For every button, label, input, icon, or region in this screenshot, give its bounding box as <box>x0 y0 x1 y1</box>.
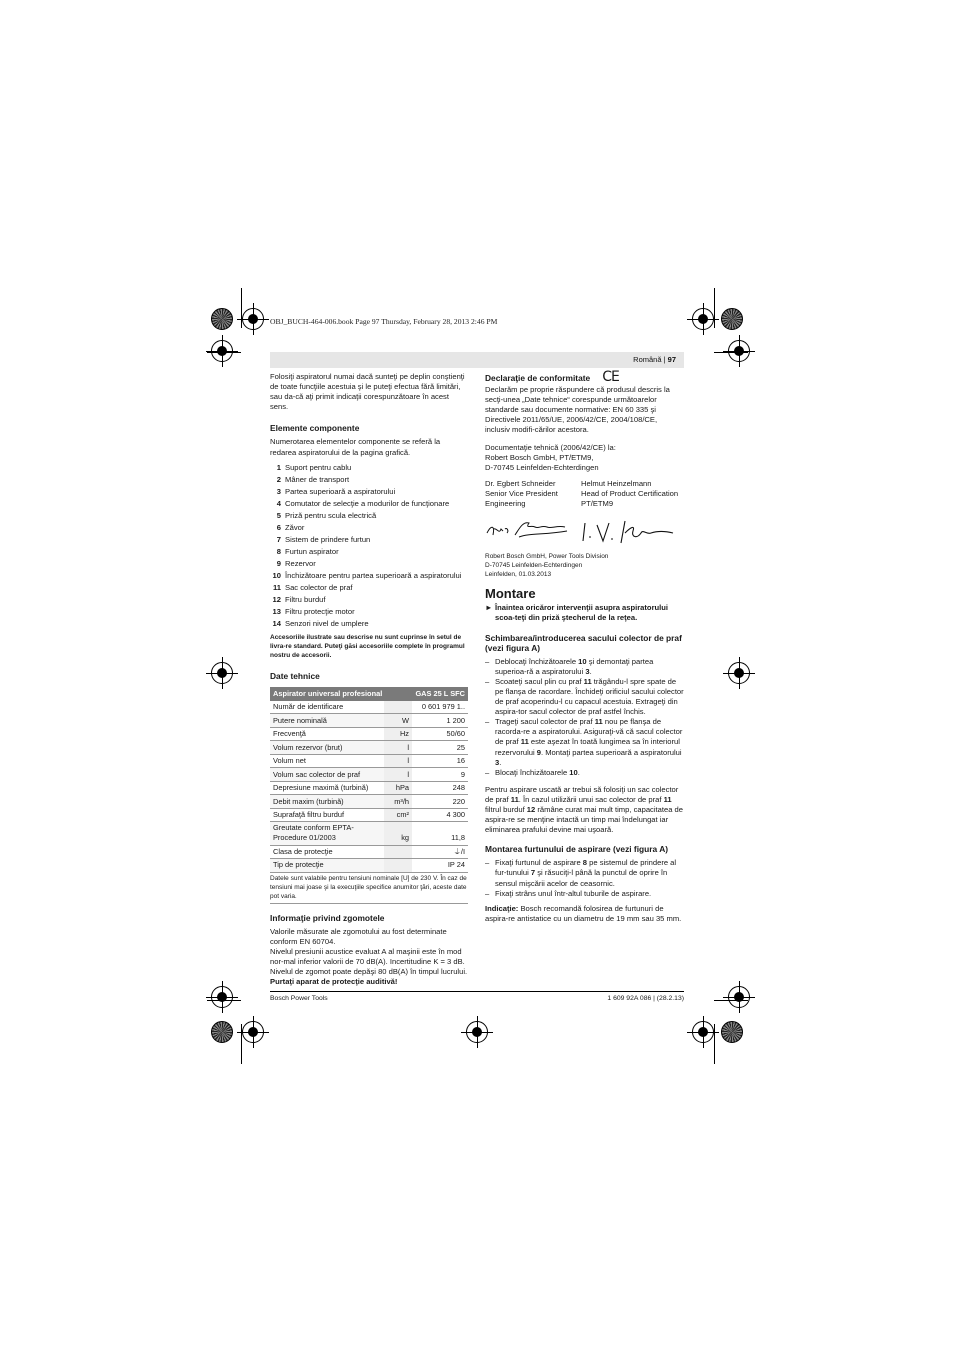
footer-left: Bosch Power Tools <box>270 995 328 1002</box>
table-cell: Putere nominală <box>270 714 384 728</box>
signatures-image <box>485 515 684 547</box>
components-intro: Numerotarea elementelor componente se referă la redarea aspiratorului de la pagina grafică. <box>270 437 441 457</box>
spec-head-left: Aspirator universal profesional <box>270 687 412 701</box>
table-cell: Hz <box>384 727 412 741</box>
triangle-right-icon: ► <box>485 603 493 613</box>
table-cell: 0 601 979 1.. <box>412 701 468 714</box>
item-number: 10 <box>272 570 281 580</box>
text-line: Senior Vice President <box>485 488 558 498</box>
header-language: Română <box>633 355 662 364</box>
item-number: 7 <box>276 534 281 544</box>
print-slug: OBJ_BUCH-464-006.book Page 97 Thursday, February 28, 2013 2:46 PM <box>270 317 498 326</box>
list-item <box>270 546 468 558</box>
declaration-text: Declarăm pe proprie răspundere că produsul descris la secţi-unea „Date tehnice“ corespunde următoarelor standarde sau documente normative: EN 60 335 şi Directivele 2011/65/UE, 2006/42/CE, 2004/108/CE, inclusiv modifi-cărilor acestora. <box>485 385 670 435</box>
bag-paragraph: Pentru aspirare uscată ar trebui să folosiţi un sac colector de praf 11. În cazul utilizării unui sac colector de praf 11 filtrul burduf 12 rămâne curat mai mult timp, capacitatea de aspira-re se menţine intactă un timp mai îndelungat iar eliminarea prafului devine mai uşoară. <box>485 784 683 835</box>
table-cell: 9 <box>412 768 468 782</box>
list-item <box>485 858 684 888</box>
list-item <box>485 768 684 778</box>
item-label: Rezervor <box>285 558 316 568</box>
registration-mark-icon <box>692 308 714 330</box>
table-row <box>270 701 468 714</box>
table-cell: Volum rezervor (brut) <box>270 741 384 755</box>
registration-mark-icon <box>728 340 750 362</box>
list-item <box>270 498 468 510</box>
table-row <box>270 859 468 873</box>
item-label: Comutator de selecţie a modurilor de funcţionare <box>285 498 450 508</box>
step-text: Trageţi sacul colector de praf 11 nou pe flanşa de racorda-re a aspiratorului. Asiguraţi-vă că sacul colector de praf 11 este aşezat în toată lungimea sa în interiorul rezervorului 9. Montaţi partea superioară a aspiratorului 3. <box>495 717 683 767</box>
dash-marker: – <box>485 676 490 686</box>
spec-table <box>270 687 468 873</box>
table-cell: Volum net <box>270 754 384 768</box>
montare-heading: Montare <box>485 586 536 602</box>
step-text: Blocaţi închizătoarele 10. <box>495 767 580 777</box>
page-number: 97 <box>667 355 676 364</box>
ce-mark-icon: CE <box>602 369 619 385</box>
text-line: Dr. Egbert Schneider <box>485 478 556 488</box>
text-line: Engineering <box>485 499 526 509</box>
intro-text: Folosiţi aspiratorul numai dacă sunteţi pe deplin conştienţi de toate funcţiile acestuia şi le puteţi efectua fără limitări, sau da-că aţi primit indicaţii corespunzătoare în acest sens. <box>270 372 465 412</box>
text-line: Helmut Heinzelmann <box>581 478 652 488</box>
step-text: Fixaţi strâns unul într-altul tuburile de aspirare. <box>495 888 652 898</box>
company-block <box>485 552 684 579</box>
list-item <box>270 582 468 594</box>
noise-warning: Purtaţi aparat de protecţie auditivă! <box>270 977 398 987</box>
text-line: PT/ETM9 <box>581 499 614 509</box>
table-row <box>270 754 468 768</box>
registration-mark-icon <box>211 340 233 362</box>
list-item <box>485 717 684 767</box>
table-cell: W <box>384 714 412 728</box>
registration-star-icon <box>211 308 233 330</box>
item-number: 13 <box>272 606 281 616</box>
page-header <box>270 352 684 368</box>
declaration-heading <box>485 369 684 385</box>
table-cell: 50/60 <box>412 727 468 741</box>
dash-marker: – <box>485 858 490 868</box>
noise-p1: Valorile măsurate ale zgomotului au fost determinate conform EN 60704. <box>270 926 447 946</box>
item-number: 11 <box>272 582 281 592</box>
table-cell: 248 <box>412 781 468 795</box>
step-text: Fixaţi furtunul de aspirare 8 pe sistemul de prindere al fur-tunului 7 şi răsuciţi-l până la punctul de oprire în sensul mişcării acelor de ceasornic. <box>495 858 677 888</box>
table-cell: Clasa de protecţie <box>270 845 384 859</box>
list-item <box>270 474 468 486</box>
tech-doc-line-1: Documentaţie tehnică (2006/42/CE) la: <box>485 442 616 452</box>
spec-note: Datele sunt valabile pentru tensiuni nominale [U] de 230 V. În caz de tensiuni mai joase şi la execuţiile specifice anumitor ţări, aceste date pot varia. <box>270 874 468 904</box>
table-cell <box>384 845 412 859</box>
accessories-note: Accesoriile ilustrate sau descrise nu sunt cuprinse în setul de livra-re standard. Puteţi găsi accesoriile complete în programul nostru de accesorii. <box>270 633 465 659</box>
declaration-title: Declaraţie de conformitate <box>485 373 591 383</box>
registration-star-icon <box>211 1021 233 1043</box>
item-label: Furtun aspirator <box>285 546 339 556</box>
item-label: Partea superioară a aspiratorului <box>285 486 396 496</box>
dash-marker: – <box>485 717 490 727</box>
table-row <box>270 714 468 728</box>
table-row <box>270 822 468 845</box>
list-item <box>485 889 684 899</box>
registration-mark-icon <box>242 1021 264 1043</box>
bag-steps <box>485 657 684 778</box>
registration-mark-icon <box>466 1021 488 1043</box>
item-number: 9 <box>276 558 281 568</box>
dash-marker: – <box>485 888 490 898</box>
table-cell: Debit maxim (turbină) <box>270 795 384 809</box>
table-row <box>270 795 468 809</box>
table-row <box>270 781 468 795</box>
item-label: Senzori nivel de umplere <box>285 618 369 628</box>
registration-star-icon <box>721 308 743 330</box>
list-item <box>270 570 468 582</box>
item-number: 6 <box>276 522 281 532</box>
crop-mark <box>714 288 715 328</box>
step-text: Scoateţi sacul plin cu praf 11 trăgându-l spre spate de pe flanşa de racordare. Închideţi orificiul sacului colector de praf acoperindu-l cu capacul acestuia. Extrageţi din aspira-tor sacul colector de praf astfel închis. <box>495 676 684 717</box>
tech-heading: Date tehnice <box>270 670 320 681</box>
hose-heading: Montarea furtunului de aspirare (vezi figura A) <box>485 844 669 855</box>
list-item <box>270 486 468 498</box>
table-cell: 11,8 <box>412 822 468 845</box>
table-cell <box>384 701 412 714</box>
item-label: Filtru burduf <box>285 594 326 604</box>
item-number: 1 <box>276 462 281 472</box>
list-item <box>485 657 684 677</box>
list-item <box>270 594 468 606</box>
item-label: Priză pentru scula electrică <box>285 510 377 520</box>
table-cell: hPa <box>384 781 412 795</box>
right-column <box>485 369 684 924</box>
tech-doc-line-3: D-70745 Leinfelden-Echterdingen <box>485 462 599 472</box>
table-cell: Volum sac colector de praf <box>270 768 384 782</box>
table-cell: kg <box>384 822 412 845</box>
text-line: Robert Bosch GmbH, Power Tools Division <box>485 553 609 561</box>
hint <box>485 904 684 924</box>
spec-head-right: GAS 25 L SFC <box>412 687 468 701</box>
registration-mark-icon <box>692 1021 714 1043</box>
registration-mark-icon <box>728 986 750 1008</box>
list-item <box>270 558 468 570</box>
bag-heading: Schimbarea/introducerea sacului colector de praf (vezi figura A) <box>485 632 682 653</box>
table-cell: Depresiune maximă (turbină) <box>270 781 384 795</box>
table-cell: 16 <box>412 754 468 768</box>
list-item <box>270 618 468 630</box>
footer-right: 1 609 92A 086 | (28.2.13) <box>607 995 684 1002</box>
components-heading: Elemente componente <box>270 423 360 434</box>
list-item <box>485 677 684 717</box>
table-cell: 220 <box>412 795 468 809</box>
registration-star-icon <box>721 1021 743 1043</box>
item-label: Suport pentru cablu <box>285 462 352 472</box>
item-label: Închizătoare pentru partea superioară a aspiratorului <box>285 570 462 580</box>
components-list <box>270 462 468 630</box>
table-cell: l <box>384 754 412 768</box>
table-row <box>270 808 468 822</box>
crop-mark <box>714 1024 715 1064</box>
registration-mark-icon <box>242 308 264 330</box>
hint-label: Indicaţie: <box>485 903 519 913</box>
item-number: 8 <box>276 546 281 556</box>
table-cell: 25 <box>412 741 468 755</box>
noise-heading: Informaţie privind zgomotele <box>270 912 385 923</box>
table-cell: Greutate conform EPTA-Procedure 01/2003 <box>270 822 384 845</box>
tech-doc-line-2: Robert Bosch GmbH, PT/ETM9, <box>485 452 594 462</box>
table-row <box>270 768 468 782</box>
item-number: 14 <box>272 618 281 628</box>
registration-mark-icon <box>728 662 750 684</box>
dash-marker: – <box>485 656 490 666</box>
table-cell: m³/h <box>384 795 412 809</box>
hose-steps <box>485 858 684 898</box>
item-label: Mâner de transport <box>285 474 350 484</box>
item-label: Sac colector de praf <box>285 582 353 592</box>
registration-mark-icon <box>211 662 233 684</box>
item-number: 5 <box>276 510 281 520</box>
list-item <box>270 462 468 474</box>
registration-mark-icon <box>211 986 233 1008</box>
table-cell: Frecvenţă <box>270 727 384 741</box>
table-cell: Număr de identificare <box>270 701 384 714</box>
list-item <box>270 510 468 522</box>
text-line: Head of Product Certification <box>581 488 679 498</box>
item-label: Filtru protecţie motor <box>285 606 355 616</box>
signatory-left <box>485 479 581 509</box>
list-item <box>270 522 468 534</box>
item-number: 2 <box>276 474 281 484</box>
item-label: Zăvor <box>285 522 305 532</box>
table-cell: cm² <box>384 808 412 822</box>
item-label: Sistem de prindere furtun <box>285 534 371 544</box>
table-cell <box>384 859 412 873</box>
text-line: Leinfelden, 01.03.2013 <box>485 571 552 579</box>
list-item <box>270 534 468 546</box>
table-cell: ⏚/I <box>412 845 468 859</box>
table-cell: Suprafaţă filtru burduf <box>270 808 384 822</box>
left-column <box>270 372 468 987</box>
hint-text: Bosch recomandă folosirea de furtunuri de aspira-re antistatice cu un diametru de 19 mm sau 35 mm. <box>485 903 682 923</box>
item-number: 4 <box>276 498 281 508</box>
table-row <box>270 741 468 755</box>
dash-marker: – <box>485 767 490 777</box>
list-item <box>270 606 468 618</box>
table-cell: l <box>384 768 412 782</box>
table-cell: IP 24 <box>412 859 468 873</box>
table-cell: l <box>384 741 412 755</box>
montare-warning: ► Înaintea oricăror intervenţii asupra aspiratorului scoa-teţi din priză ştecherul de la reţea. <box>485 603 669 623</box>
table-cell: 1 200 <box>412 714 468 728</box>
noise-p3: Nivelul de zgomot poate depăşi 80 dB(A) în timpul lucrului. <box>270 967 468 976</box>
header-separator: | <box>663 355 666 364</box>
signatories <box>485 479 684 509</box>
signatory-right <box>581 479 678 509</box>
step-text: Deblocaţi închizătoarele 10 şi demontaţi partea superioa-ră a aspiratorului 3. <box>495 656 654 676</box>
page-footer <box>270 991 684 1002</box>
table-cell: 4 300 <box>412 808 468 822</box>
text-line: D-70745 Leinfelden-Echterdingen <box>485 562 583 570</box>
table-row <box>270 727 468 741</box>
item-number: 12 <box>272 594 281 604</box>
noise-p2: Nivelul presiunii acustice evaluat A al maşinii este în mod nor-mal inferior valorii de 70 dB(A). Incertitudine K = 3 dB. <box>270 946 465 966</box>
table-row <box>270 845 468 859</box>
item-number: 3 <box>276 486 281 496</box>
table-cell: Tip de protecţie <box>270 859 384 873</box>
